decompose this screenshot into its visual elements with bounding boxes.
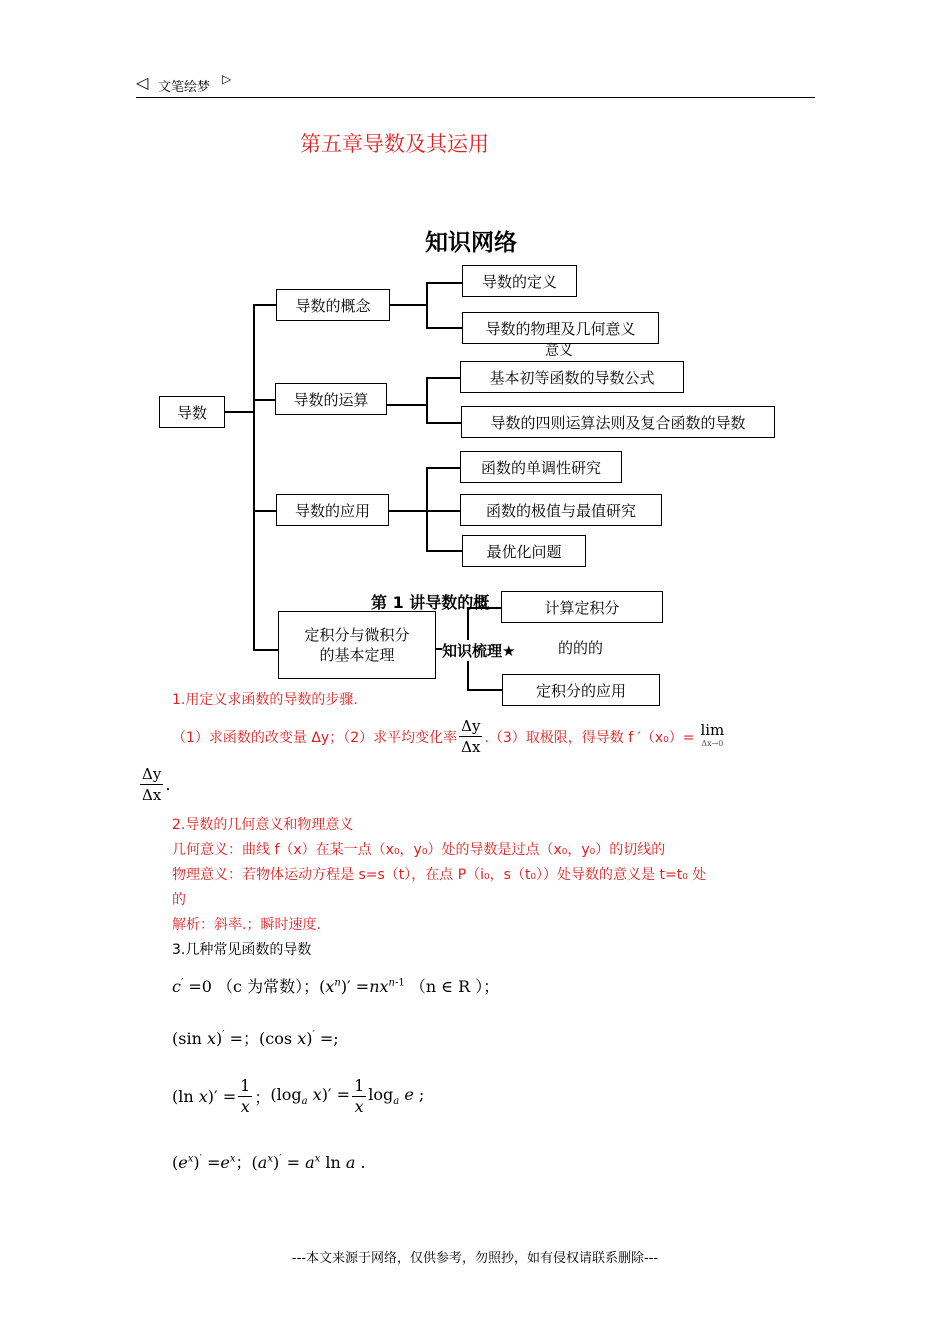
- page-footer: ---本文来源于网络，仅供参考，勿照抄，如有侵权请联系删除---: [291, 1251, 659, 1266]
- connector: [426, 467, 461, 469]
- lecture-title: 第 1 讲导数的概: [371, 593, 490, 612]
- avg-rate-fraction: $\frac{\Delta y}{\Delta x}$: [461, 717, 481, 756]
- connector: [426, 282, 428, 328]
- leaf-node-compute-integral: 计算定积分: [501, 591, 663, 623]
- connector: [387, 404, 427, 406]
- formula-line-3: (ln x)′ = $\frac{1}{x}$ ； ($\log_a$ x)′ = $\frac{1}{x}$ $\log_a e$ ;: [172, 1076, 425, 1116]
- right-triangle-icon: ▷: [222, 72, 232, 86]
- connector: [426, 550, 463, 552]
- leaf-node-monotonic: 函数的单调性研究: [460, 451, 622, 483]
- connector: [426, 327, 463, 329]
- connector: [253, 510, 277, 512]
- combing-label: 知识梳理★: [442, 642, 516, 660]
- connector: [467, 689, 502, 691]
- leaf-node-definition: 导数的定义: [462, 265, 577, 297]
- connector: [426, 510, 461, 512]
- item1-step1: （1）求函数的改变量 Δy；（2）求平均变化率: [172, 729, 458, 746]
- connector: [426, 422, 462, 424]
- connector: [426, 282, 463, 284]
- branch-node-operation: 导数的运算: [275, 383, 387, 415]
- connector: [426, 467, 428, 551]
- item1-step3: .（3）取极限，得导数 f ′（x₀）=: [484, 729, 695, 746]
- leaf-node-meaning: 导数的物理及几何意义: [462, 312, 659, 344]
- item2-physical-meaning: 物理意义：若物体运动方程是 s=s（t），在点 P（i₀，s（t₀））处导数的意义是 t=t₀ 处: [172, 867, 707, 883]
- formula-line-2: (sin x)′ =；(cos x)′ =;: [172, 1029, 339, 1048]
- stray-text-meaning: 意义: [545, 343, 573, 359]
- branch-node-integral: 定积分与微积分 的基本定理: [278, 611, 436, 679]
- item2-title: 2.导数的几何意义和物理意义: [172, 817, 354, 833]
- leaf-node-rules: 导数的四则运算法则及复合函数的导数: [461, 406, 775, 438]
- chapter-title: 第五章导数及其运用: [300, 132, 489, 156]
- connector: [426, 377, 461, 379]
- leaf-node-extrema: 函数的极值与最值研究: [460, 494, 662, 526]
- formula-line-1: c′ =0 （c 为常数）；$(x^n)' =nx^{n-1}$ （n ∈ R ）；: [172, 977, 500, 996]
- root-node-derivative: 导数: [159, 396, 225, 428]
- branch-node-concept: 导数的概念: [276, 289, 390, 321]
- item1-title: 1.用定义求函数的导数的步骤.: [172, 692, 358, 708]
- leaf-node-integral-application: 定积分的应用: [502, 674, 660, 706]
- connector: [225, 411, 254, 413]
- connector: [253, 304, 255, 650]
- limit-symbol: lim Δx→0: [700, 720, 725, 748]
- branch-node-application: 导数的应用: [276, 494, 389, 526]
- connector: [390, 304, 427, 306]
- item2-answer: 解析：斜率.；瞬时速度.: [172, 917, 321, 933]
- connector: [253, 399, 276, 401]
- item2-physical-tail: 的: [172, 892, 186, 908]
- connector: [253, 649, 279, 651]
- section-title: 知识网络: [425, 230, 517, 256]
- connector: [426, 377, 428, 423]
- connector: [389, 510, 427, 512]
- item3-title: 3.几种常见函数的导数: [172, 942, 312, 958]
- brand-name: 文笔绘梦: [158, 80, 211, 95]
- stray-text-de: 的的的: [558, 639, 604, 657]
- leaf-node-optimization: 最优化问题: [462, 535, 586, 567]
- formula-line-4: $(e^x)' =e^x$；$(a^x)' = a^x$ ln a .: [172, 1153, 366, 1172]
- item2-geometric-meaning: 几何意义：曲线 f（x）在某一点（x₀，y₀）处的导数是过点（x₀，y₀）的切线的: [172, 842, 666, 858]
- leaf-node-formulas: 基本初等函数的导数公式: [460, 361, 684, 393]
- left-triangle-icon: ◁: [136, 73, 149, 92]
- item1-limit-fraction: $\frac{\Delta y}{\Delta x}$ .: [142, 765, 171, 804]
- item1-steps: [172, 716, 724, 757]
- connector: [253, 304, 277, 306]
